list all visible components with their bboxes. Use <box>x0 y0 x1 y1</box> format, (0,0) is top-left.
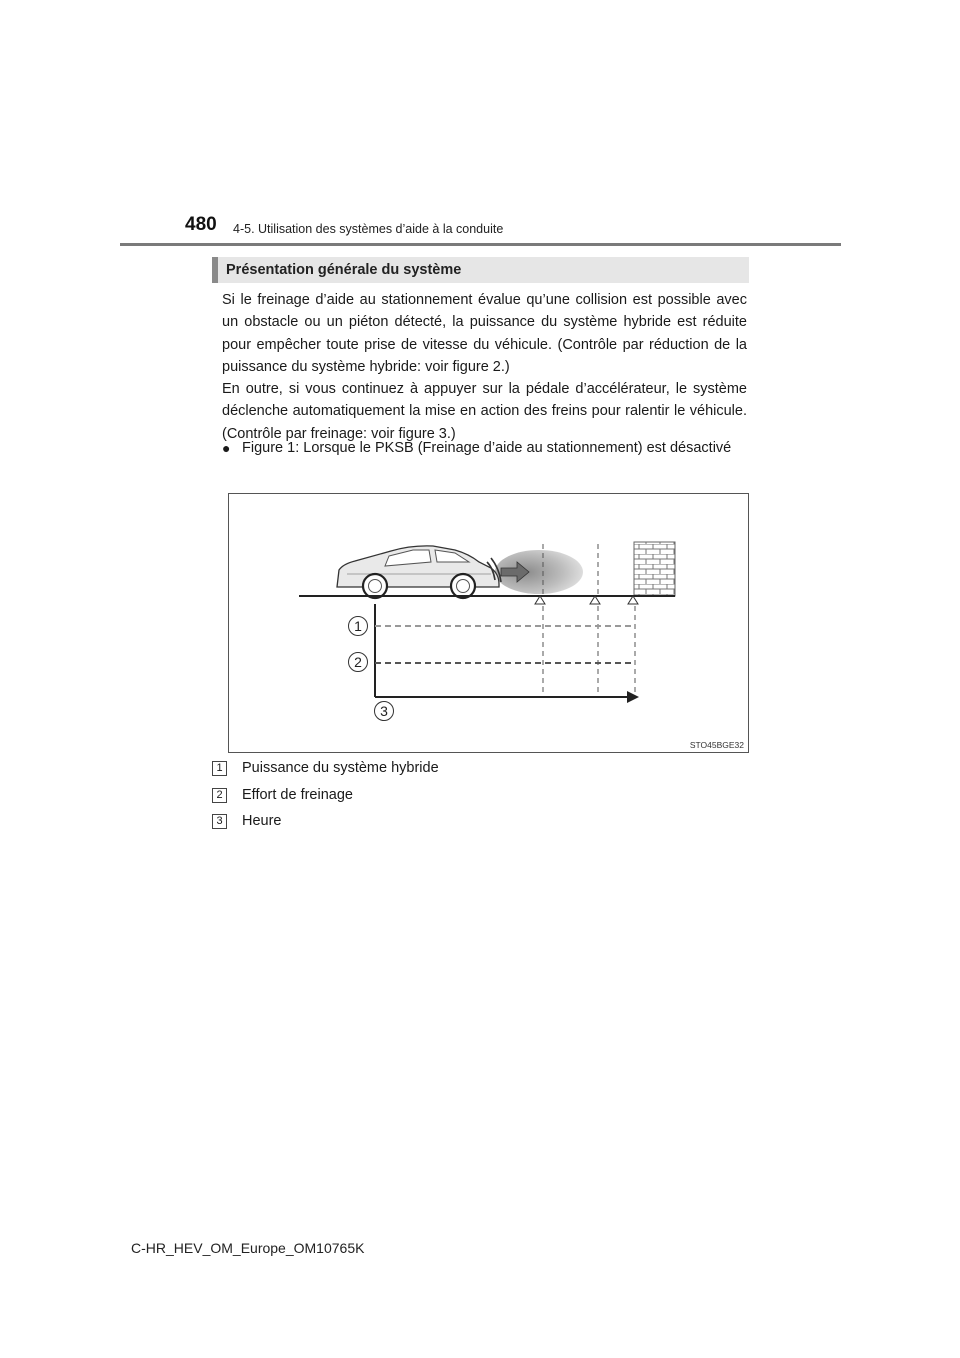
callout-3 <box>375 702 394 721</box>
figure-diagram <box>229 494 748 752</box>
legend-item-hybrid-power <box>212 760 439 776</box>
header-divider <box>120 243 841 246</box>
legend-item-time <box>212 813 282 829</box>
legend-number-2: 2 <box>212 788 227 803</box>
footer-document-code: C-HR_HEV_OM_Europe_OM10765K <box>131 1240 365 1256</box>
paragraph-2: En outre, si vous continuez à appuyer sur la pédale d’accélérateur, le système déclenche automatiquement la mise en action des freins pour ralentir le véhicule. (Contrôle par freinage: voir figure 3.) <box>222 381 747 442</box>
graph-axes <box>375 604 639 703</box>
legend-label-2: Effort de freinage <box>242 787 353 803</box>
bullet-text: Figure 1: Lorsque le PKSB (Freinage d’aide au stationnement) est désactivé <box>242 440 732 456</box>
bullet-item <box>222 437 747 459</box>
car-icon <box>337 546 501 598</box>
callout-1-label: 1 <box>354 618 362 634</box>
figure-code: STO45BGE32 <box>689 740 744 750</box>
header-section-title: 4-5. Utilisation des systèmes d’aide à la conduite <box>233 222 504 236</box>
callout-2 <box>349 653 368 672</box>
page-number: 480 <box>185 214 217 235</box>
section-heading <box>212 257 749 283</box>
figure-1 <box>228 493 749 753</box>
bullet-icon: ● <box>222 440 231 456</box>
body-text <box>222 289 747 445</box>
legend-label-3: Heure <box>242 813 282 829</box>
callout-2-label: 2 <box>354 654 362 670</box>
legend-number-1: 1 <box>212 761 227 776</box>
legend-item-braking-force <box>212 787 353 803</box>
event-markers <box>535 596 638 604</box>
callout-1 <box>349 617 368 636</box>
callout-3-label: 3 <box>380 703 388 719</box>
paragraph-1: Si le freinage d’aide au stationnement évalue qu’une collision est possible avec un obstacle ou un piéton détecté, la puissance du système hybride est réduite pour empêcher toute prise de vitesse du véhicule. (Contrôle par réduction de la puissance du système hybride: voir figure 2.) <box>222 292 747 375</box>
legend-number-3: 3 <box>212 814 227 829</box>
legend-label-1: Puissance du système hybride <box>242 760 439 776</box>
wall-icon <box>634 542 675 596</box>
section-heading-text: Présentation générale du système <box>226 262 462 278</box>
